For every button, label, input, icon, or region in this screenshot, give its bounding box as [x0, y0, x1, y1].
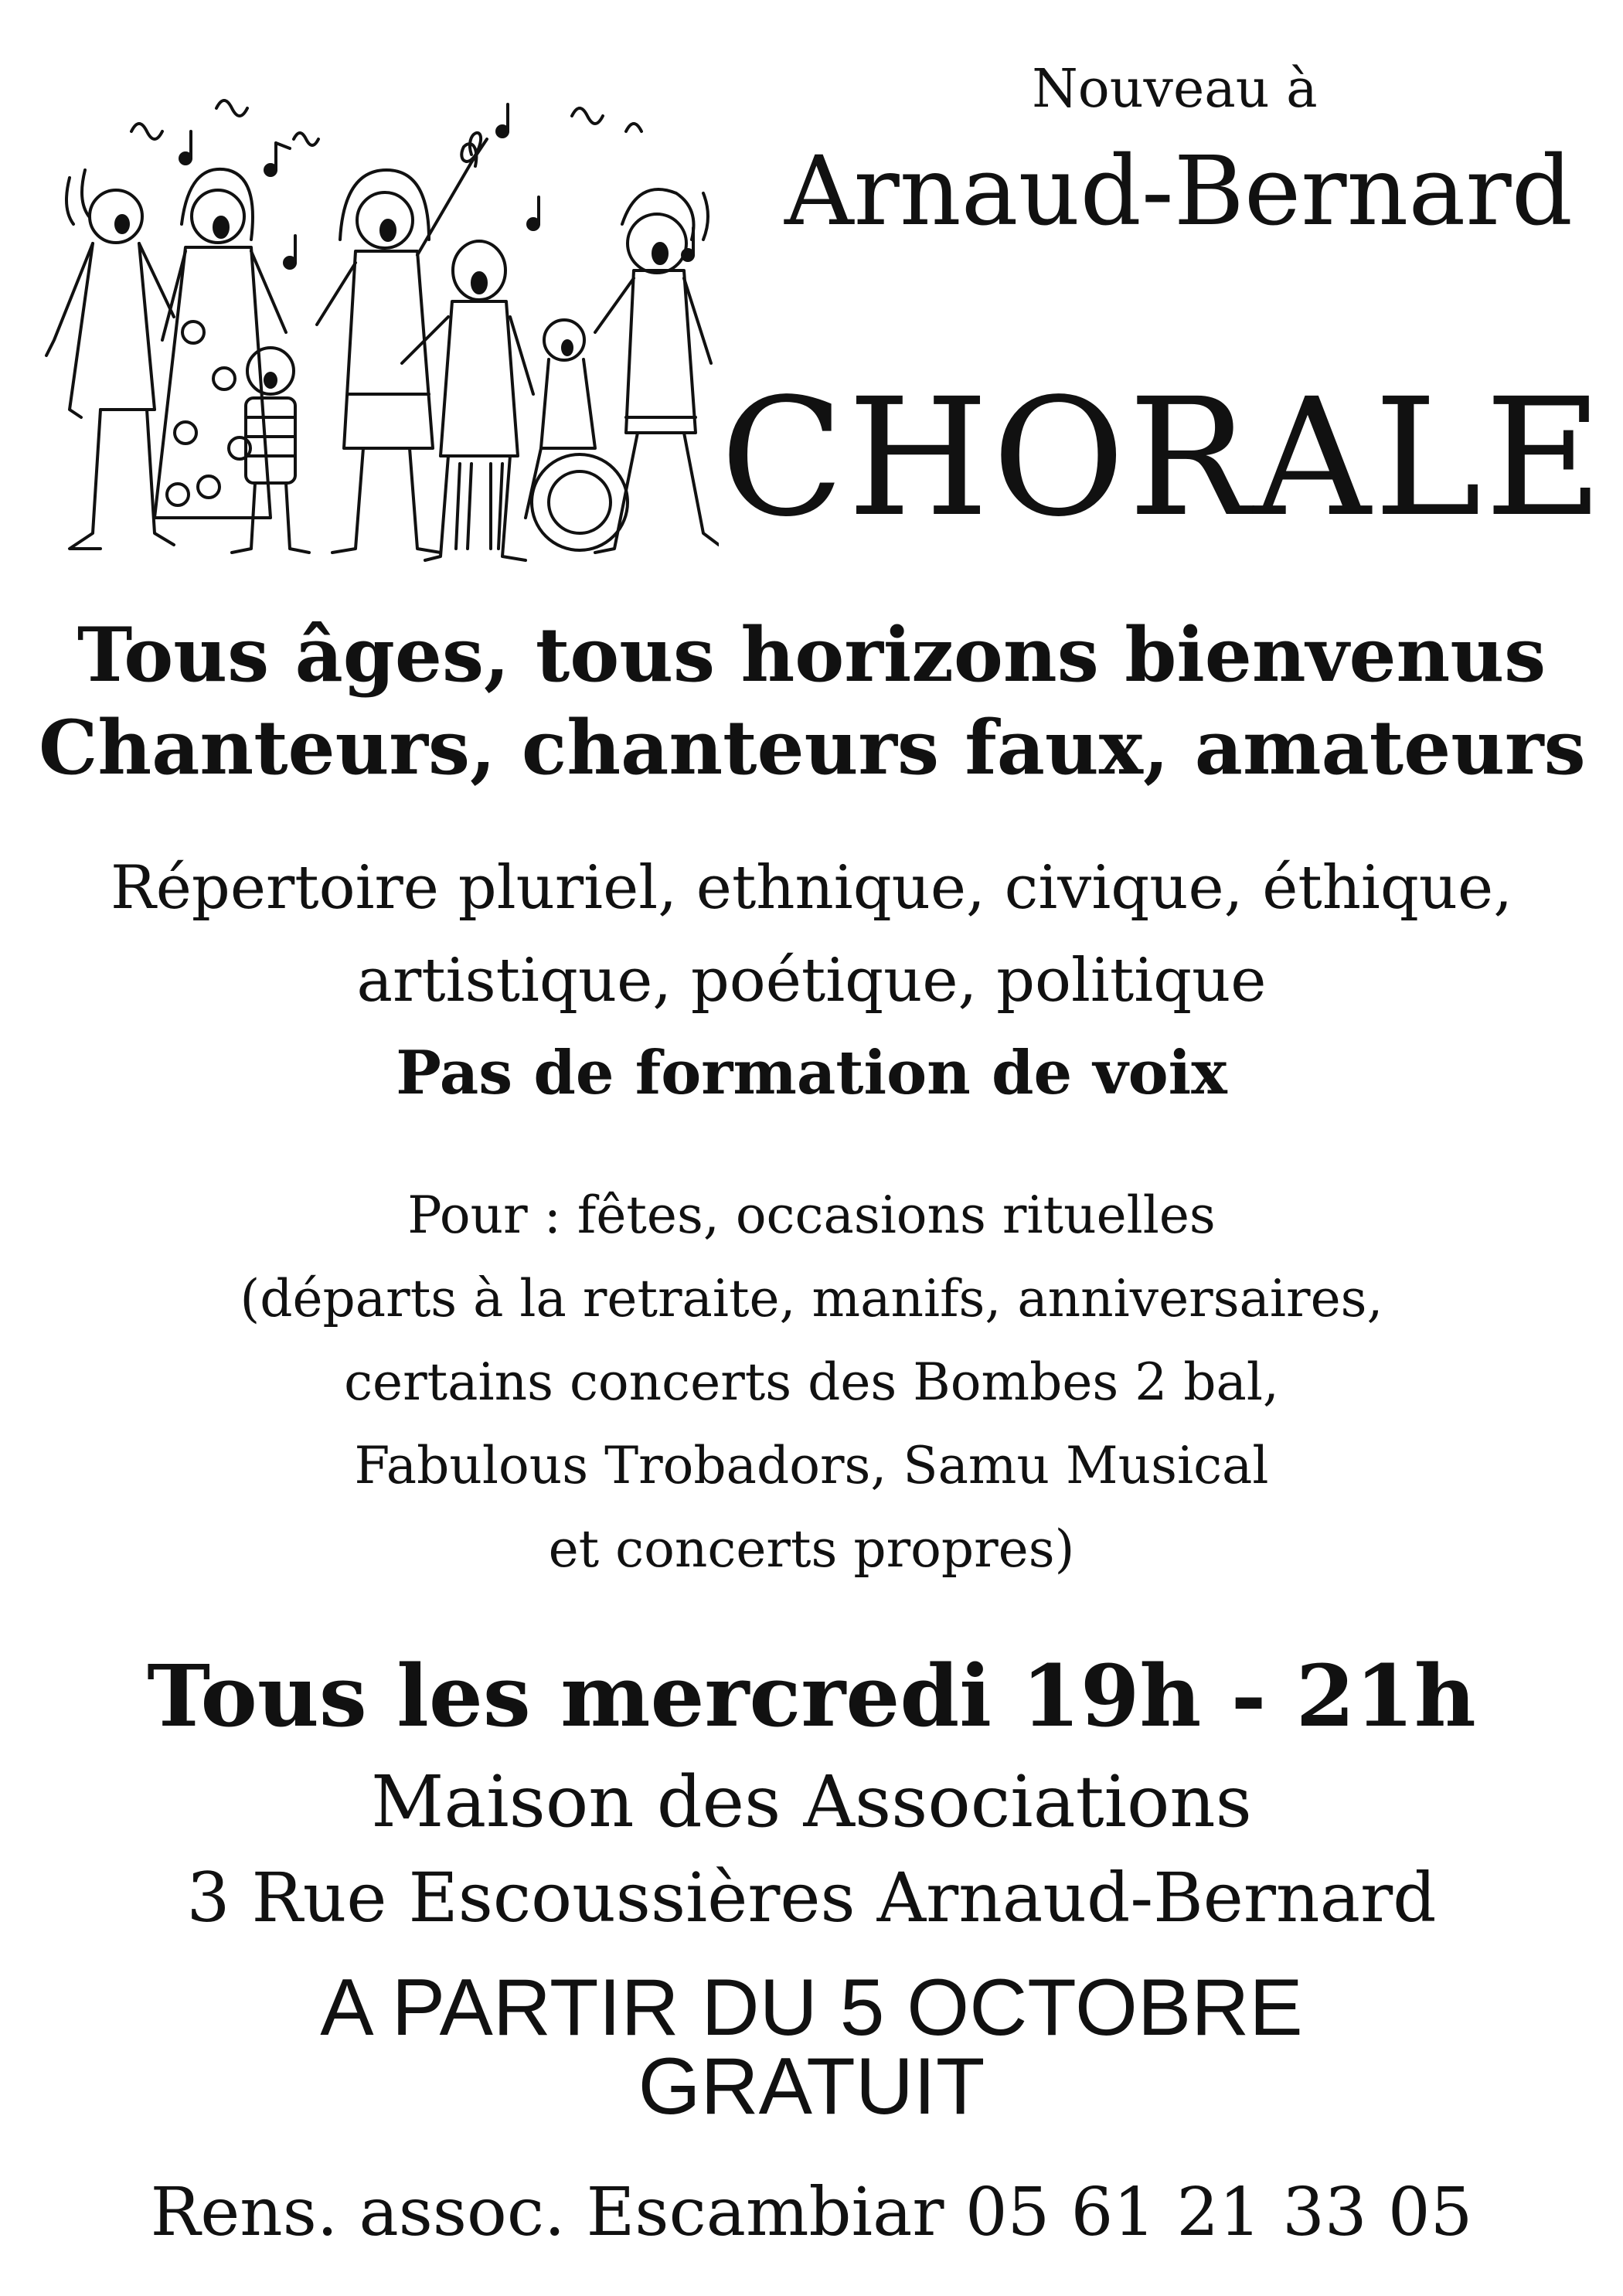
repertoire-line-3: Pas de formation de voix — [396, 1038, 1227, 1108]
schedule-when: Tous les mercredi 19h - 21h — [147, 1646, 1476, 1746]
header-kicker: Nouveau à — [1032, 59, 1318, 120]
repertoire-line-2: artistique, poétique, politique — [356, 946, 1267, 1015]
singer-figure — [526, 320, 628, 550]
music-notes-icon — [66, 100, 708, 268]
choir-illustration — [39, 85, 719, 564]
singer-figure — [155, 169, 286, 518]
singer-figure — [317, 139, 487, 553]
singer-figure — [46, 190, 174, 549]
singer-figure — [232, 348, 309, 553]
singing-choir-icon — [39, 85, 719, 564]
singer-figure — [595, 189, 719, 553]
repertoire-line-1: Répertoire pluriel, ethnique, civique, éthique, — [111, 853, 1512, 923]
schedule-address: 3 Rue Escoussières Arnaud-Bernard — [186, 1858, 1437, 1937]
welcome-line-2: Chanteurs, chanteurs faux, amateurs — [39, 704, 1586, 791]
occasions-line-4: Fabulous Trobadors, Samu Musical — [354, 1436, 1269, 1495]
poster-title: CHORALE — [720, 363, 1607, 553]
contact-info: Rens. assoc. Escambiar 05 61 21 33 05 — [150, 2174, 1473, 2251]
welcome-line-1: Tous âges, tous horizons bienvenus — [77, 611, 1546, 699]
occasions-line-2: (départs à la retraite, manifs, anniversaires, — [240, 1269, 1383, 1328]
occasions-line-3: certains concerts des Bombes 2 bal, — [344, 1352, 1279, 1412]
schedule-price: GRATUIT — [638, 2042, 985, 2131]
header-place: Arnaud-Bernard — [784, 136, 1573, 247]
schedule-venue: Maison des Associations — [371, 1760, 1252, 1843]
occasions-line-1: Pour : fêtes, occasions rituelles — [407, 1185, 1216, 1245]
occasions-line-5: et concerts propres) — [548, 1519, 1075, 1579]
schedule-start-date: A PARTIR DU 5 OCTOBRE — [320, 1963, 1303, 2053]
